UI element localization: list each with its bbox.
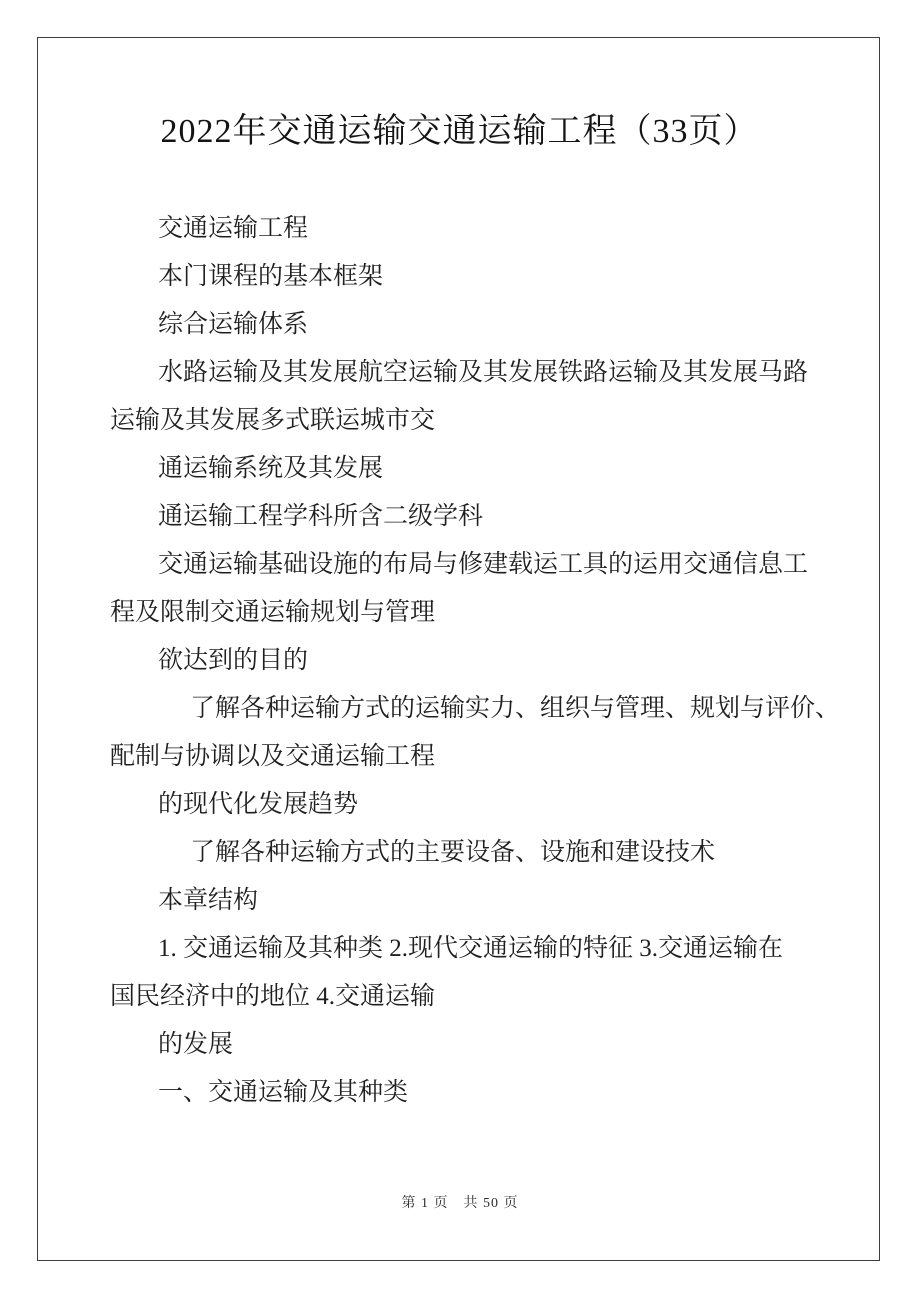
text-line: 一、交通运输及其种类 xyxy=(158,1079,409,1106)
text-line: 运输及其发展多式联运城市交 xyxy=(110,407,436,434)
text-line: 1. 交通运输及其种类 2.现代交通运输的特征 3.交通运输在 xyxy=(158,935,784,962)
text-line: 了解各种运输方式的运输实力、组织与管理、规划与评价、 xyxy=(190,695,841,722)
text-line: 本门课程的基本框架 xyxy=(158,263,384,290)
text-line: 的现代化发展趋势 xyxy=(158,791,359,818)
text-line: 综合运输体系 xyxy=(158,311,309,338)
text-line: 的发展 xyxy=(158,1031,234,1058)
text-line: 通运输系统及其发展 xyxy=(158,455,384,482)
text-line: 程及限制交通运输规划与管理 xyxy=(110,599,436,626)
text-line: 了解各种运输方式的主要设备、设施和建设技术 xyxy=(190,839,716,866)
text-line: 本章结构 xyxy=(158,887,259,914)
text-line: 交通运输基础设施的布局与修建载运工具的运用交通信息工 xyxy=(158,551,809,578)
text-line: 水路运输及其发展航空运输及其发展铁路运输及其发展马路 xyxy=(158,359,809,386)
text-line: 欲达到的目的 xyxy=(158,647,309,674)
page-footer: 第 1 页 共 50 页 xyxy=(401,1196,519,1211)
text-line: 配制与协调以及交通运输工程 xyxy=(110,743,436,770)
text-line: 国民经济中的地位 4.交通运输 xyxy=(110,983,436,1010)
text-line: 交通运输工程 xyxy=(158,215,309,242)
document-body xyxy=(110,205,841,1117)
document-title: 2022年交通运输交通运输工程（33页） xyxy=(160,113,759,150)
text-line: 通运输工程学科所含二级学科 xyxy=(158,503,484,530)
